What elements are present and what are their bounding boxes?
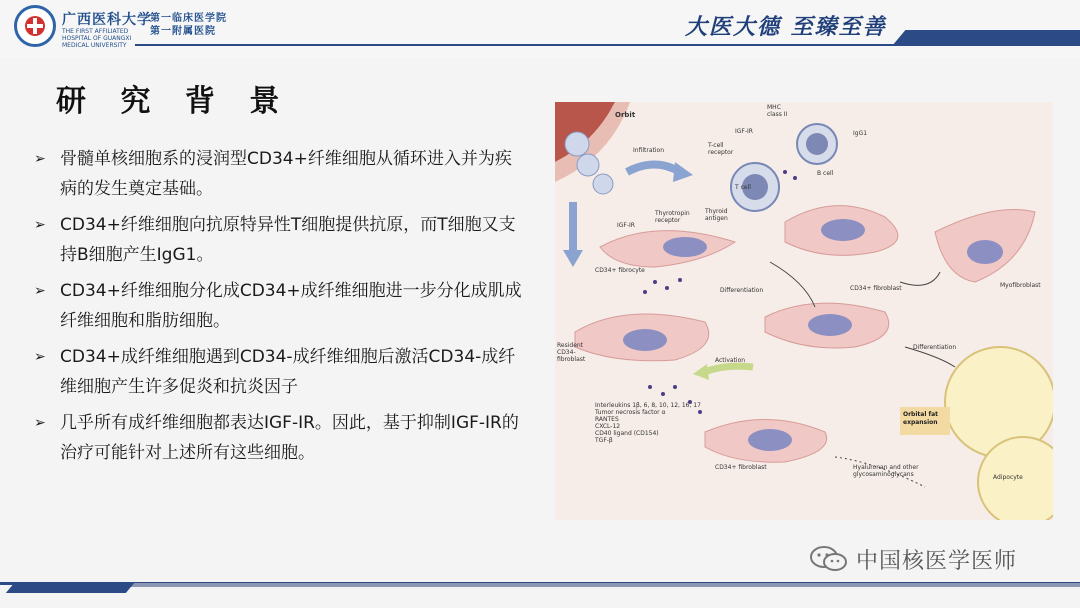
- orbital-fat-box: [900, 407, 950, 435]
- bullet-item: [34, 144, 524, 204]
- label-b-cell: B cell: [817, 170, 834, 177]
- fibrocyte-nucleus: [663, 237, 707, 257]
- label-resident: Resident CD34- fibroblast: [557, 342, 586, 363]
- label-t-cell-receptor: T-cell receptor: [708, 142, 734, 156]
- activation-arrowhead: [693, 364, 709, 380]
- slide-title: 研 究 背 景: [56, 84, 292, 119]
- myofibroblast-nucleus: [967, 240, 1003, 264]
- differentiation-arrow-1: [770, 262, 815, 307]
- motto: 大医大德 至臻至善: [685, 14, 887, 40]
- resident-fibroblast-nucleus: [623, 329, 667, 351]
- label-orbital-fat: Orbital fat expansion: [903, 411, 939, 426]
- differentiation-arrow-2: [900, 272, 940, 285]
- hospital-name-line1: 第一临床医学院: [150, 13, 227, 24]
- b-cell-nucleus: [806, 133, 828, 155]
- bullet-text: 骨髓单核细胞系的浸润型CD34+纤维细胞从循环进入并为疾病的发生奠定基础。: [60, 149, 512, 199]
- label-igf-ir-top: IGF-IR: [735, 128, 753, 135]
- bullet-text: CD34+成纤维细胞遇到CD34-成纤维细胞后激活CD34-成纤维细胞产生许多促炎和抗炎因子: [60, 347, 516, 397]
- label-igf-ir: IGF-IR: [617, 222, 635, 229]
- bullet-text: 几乎所有成纤维细胞都表达IGF-IR。因此，基于抑制IGF-IR的治疗可能针对上述所有这些细胞。: [60, 413, 519, 463]
- arrow-bullet-icon: ➢: [34, 283, 46, 299]
- arrow-bullet-icon: ➢: [34, 415, 46, 431]
- university-name: 广西医科大学: [62, 12, 152, 28]
- wechat-icon: [810, 545, 848, 573]
- pathophysiology-figure: [555, 102, 1053, 520]
- label-thyroid-antigen: Thyroid antigen: [705, 208, 728, 222]
- bullet-item: [34, 276, 524, 336]
- footer-accent-light: [120, 583, 1080, 587]
- label-cytokines: Interleukins 1β, 6, 8, 10, 12, 16, 17 Tumor necrosis factor α RANTES CXCL-12 CD40 ligand (CD154) TGF-β: [595, 402, 701, 444]
- bullet-text: CD34+纤维细胞向抗原特异性T细胞提供抗原，而T细胞又支持B细胞产生IgG1。: [60, 215, 516, 265]
- circulating-cell-2: [577, 154, 599, 176]
- header-divider: [135, 44, 895, 46]
- label-cd34-fibroblast-top: CD34+ fibroblast: [850, 285, 902, 292]
- hospital-name-line2: 第一附属医院: [150, 26, 216, 37]
- figure-illustration: [555, 102, 1053, 520]
- bullet-item: [34, 210, 524, 270]
- label-t-cell: T cell: [735, 184, 751, 191]
- footer-accent-bar: [6, 583, 134, 593]
- watermark: [810, 544, 1017, 574]
- arrow-bullet-icon: ➢: [34, 349, 46, 365]
- label-mhc: MHC class II: [767, 104, 788, 118]
- header-accent-bar: [892, 30, 1080, 46]
- circulating-cell-1: [565, 132, 589, 156]
- down-arrowhead: [563, 250, 583, 267]
- fibroblast-nucleus-mid: [808, 314, 852, 336]
- label-differentiation-2: Differentiation: [913, 344, 957, 351]
- label-hyaluronan: Hyaluronan and other glycosaminoglycans: [853, 464, 919, 478]
- infiltration-arrow: [627, 165, 680, 173]
- university-name-en: THE FIRST AFFILIATED HOSPITAL OF GUANGXI MEDICAL UNIVERSITY: [62, 28, 132, 49]
- watermark-text: 中国核医学医师: [856, 548, 1018, 574]
- fibroblast-nucleus-bottom: [748, 429, 792, 451]
- bullet-list: [34, 144, 524, 474]
- university-logo-icon: [14, 5, 56, 47]
- bullet-item: [34, 342, 524, 402]
- label-activation: Activation: [715, 357, 746, 364]
- label-cd34-fibroblast-bottom: CD34+ fibroblast: [715, 464, 767, 471]
- header: [0, 0, 1080, 58]
- infiltration-arrowhead: [673, 162, 693, 182]
- circulating-cell-3: [593, 174, 613, 194]
- arrow-bullet-icon: ➢: [34, 217, 46, 233]
- label-thyrotropin: Thyrotropin receptor: [655, 210, 690, 224]
- bullet-text: CD34+纤维细胞分化成CD34+成纤维细胞进一步分化成肌成纤维细胞和脂肪细胞。: [60, 281, 522, 331]
- label-infiltration: Infiltration: [633, 147, 665, 154]
- label-cd34-fibrocyte: CD34+ fibrocyte: [595, 267, 645, 274]
- arrow-bullet-icon: ➢: [34, 151, 46, 167]
- label-adipocyte: Adipocyte: [993, 474, 1023, 481]
- label-orbit: Orbit: [615, 111, 636, 119]
- label-differentiation-1: Differentiation: [720, 287, 764, 294]
- bullet-item: [34, 408, 524, 468]
- activation-arrow: [705, 366, 753, 372]
- label-igg1: IgG1: [853, 130, 868, 137]
- fibroblast-nucleus-top: [821, 219, 865, 241]
- label-myofibroblast: Myofibroblast: [1000, 282, 1041, 289]
